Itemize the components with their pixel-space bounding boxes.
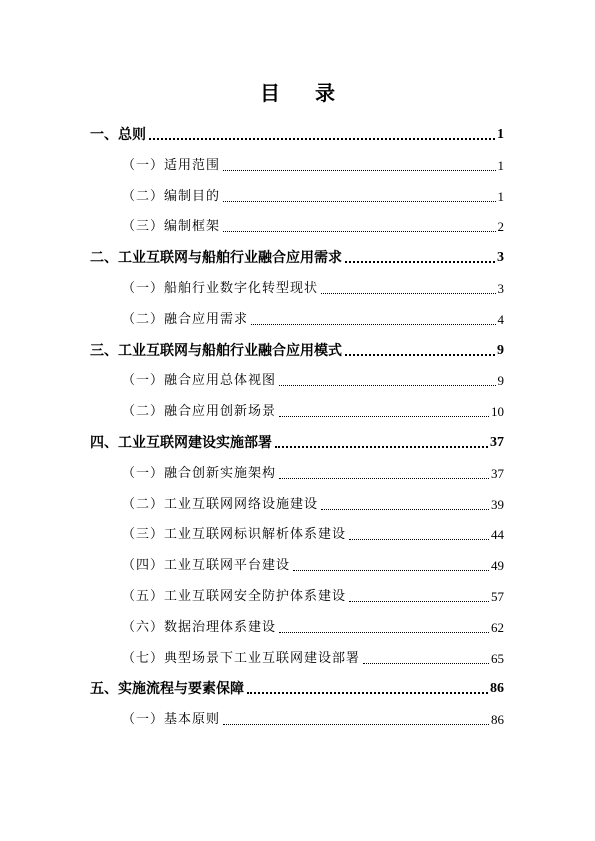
toc-page-number: 1: [497, 157, 504, 173]
dot-leader: [223, 170, 495, 171]
dot-leader: [345, 354, 495, 356]
toc-page-number: 86: [490, 681, 504, 697]
toc-page-number: 57: [491, 589, 504, 604]
dot-leader: [363, 663, 489, 664]
toc-page-number: 65: [491, 650, 504, 666]
dot-leader: [349, 539, 489, 540]
toc-entry-label: （三）编制框架: [122, 219, 221, 235]
toc-page-number: 3: [497, 281, 504, 296]
toc-entry-label: （一）融合创新实施架构: [122, 465, 277, 481]
toc-section-entry[interactable]: [122, 402, 504, 422]
dot-leader: [223, 201, 495, 202]
toc-entry-label: 四、工业互联网建设实施部署: [90, 435, 272, 451]
toc-page-number: 2: [497, 219, 504, 235]
toc-page-number: 37: [491, 465, 504, 481]
dot-leader: [279, 632, 489, 633]
toc-section-entry[interactable]: [122, 217, 504, 237]
toc-entry-label: 三、工业互联网与船舶行业融合应用模式: [90, 342, 342, 359]
toc-entry-label: 一、总则: [90, 127, 146, 143]
toc-chapter-entry[interactable]: [90, 433, 504, 453]
toc-page-number: 9: [497, 373, 504, 389]
toc-entry-label: （五）工业互联网安全防护体系建设: [122, 589, 347, 604]
toc-chapter-entry[interactable]: [90, 679, 504, 699]
toc-entry-label: （六）数据治理体系建设: [122, 619, 277, 635]
toc-section-entry[interactable]: [122, 525, 504, 545]
toc-chapter-entry[interactable]: [90, 125, 504, 145]
toc-section-entry[interactable]: [122, 279, 504, 299]
toc-title: 目 录: [260, 81, 349, 105]
dot-leader: [293, 570, 489, 571]
dot-leader: [149, 138, 495, 140]
toc-chapter-entry[interactable]: [90, 341, 504, 361]
toc-page-number: 4: [497, 311, 504, 327]
toc-page-number: 49: [491, 558, 504, 574]
toc-entry-label: （一）适用范围: [122, 157, 221, 173]
toc-entry-label: 二、工业互联网与船舶行业融合应用需求: [90, 250, 342, 267]
dot-leader: [251, 324, 495, 325]
dot-leader: [247, 692, 488, 694]
toc-section-entry[interactable]: [122, 618, 504, 638]
dot-leader: [223, 231, 495, 232]
toc-section-entry[interactable]: [122, 495, 504, 515]
toc-entry-label: （二）编制目的: [122, 188, 221, 204]
dot-leader: [279, 385, 495, 386]
toc-page-number: 39: [491, 496, 504, 512]
toc-page-number: 1: [497, 188, 504, 204]
toc-section-entry[interactable]: [122, 464, 504, 484]
toc-page-number: 62: [491, 619, 504, 635]
toc-section-entry[interactable]: [122, 710, 504, 730]
dot-leader: [223, 724, 489, 725]
toc-section-entry[interactable]: [122, 187, 504, 207]
dot-leader: [275, 446, 488, 448]
dot-leader: [345, 261, 495, 263]
toc-entry-label: 五、实施流程与要素保障: [90, 681, 244, 698]
toc-entry-label: （二）工业互联网网络设施建设: [122, 496, 319, 512]
dot-leader: [321, 293, 495, 294]
toc-entry-label: （四）工业互联网平台建设: [122, 558, 291, 574]
toc-chapter-entry[interactable]: [90, 248, 504, 268]
toc-section-entry[interactable]: [122, 587, 504, 607]
toc-page-number: 1: [497, 127, 504, 142]
toc-page-number: 37: [490, 435, 504, 450]
toc-page-number: 44: [491, 527, 504, 543]
toc-section-entry[interactable]: [122, 156, 504, 176]
toc-section-entry[interactable]: [122, 310, 504, 330]
dot-leader: [349, 601, 489, 602]
toc-section-entry[interactable]: [122, 371, 504, 391]
toc-entry-label: （一）基本原则: [122, 712, 221, 728]
toc-entry-label: （三）工业互联网标识解析体系建设: [122, 527, 347, 543]
dot-leader: [279, 416, 489, 417]
dot-leader: [321, 509, 489, 510]
toc-page-number: 10: [491, 404, 504, 420]
toc-page-number: 3: [497, 250, 504, 266]
dot-leader: [279, 478, 489, 479]
toc-page-number: 86: [491, 712, 504, 728]
toc-entry-label: （七）典型场景下工业互联网建设部署: [122, 650, 361, 666]
toc-entry-label: （二）融合应用创新场景: [122, 404, 277, 420]
toc-entry-label: （一）船舶行业数字化转型现状: [122, 281, 319, 296]
toc-page-number: 9: [497, 342, 504, 358]
toc-section-entry[interactable]: [122, 649, 504, 669]
toc-section-entry[interactable]: [122, 556, 504, 576]
toc-entry-label: （二）融合应用需求: [122, 311, 249, 327]
toc-entry-label: （一）融合应用总体视图: [122, 373, 277, 389]
